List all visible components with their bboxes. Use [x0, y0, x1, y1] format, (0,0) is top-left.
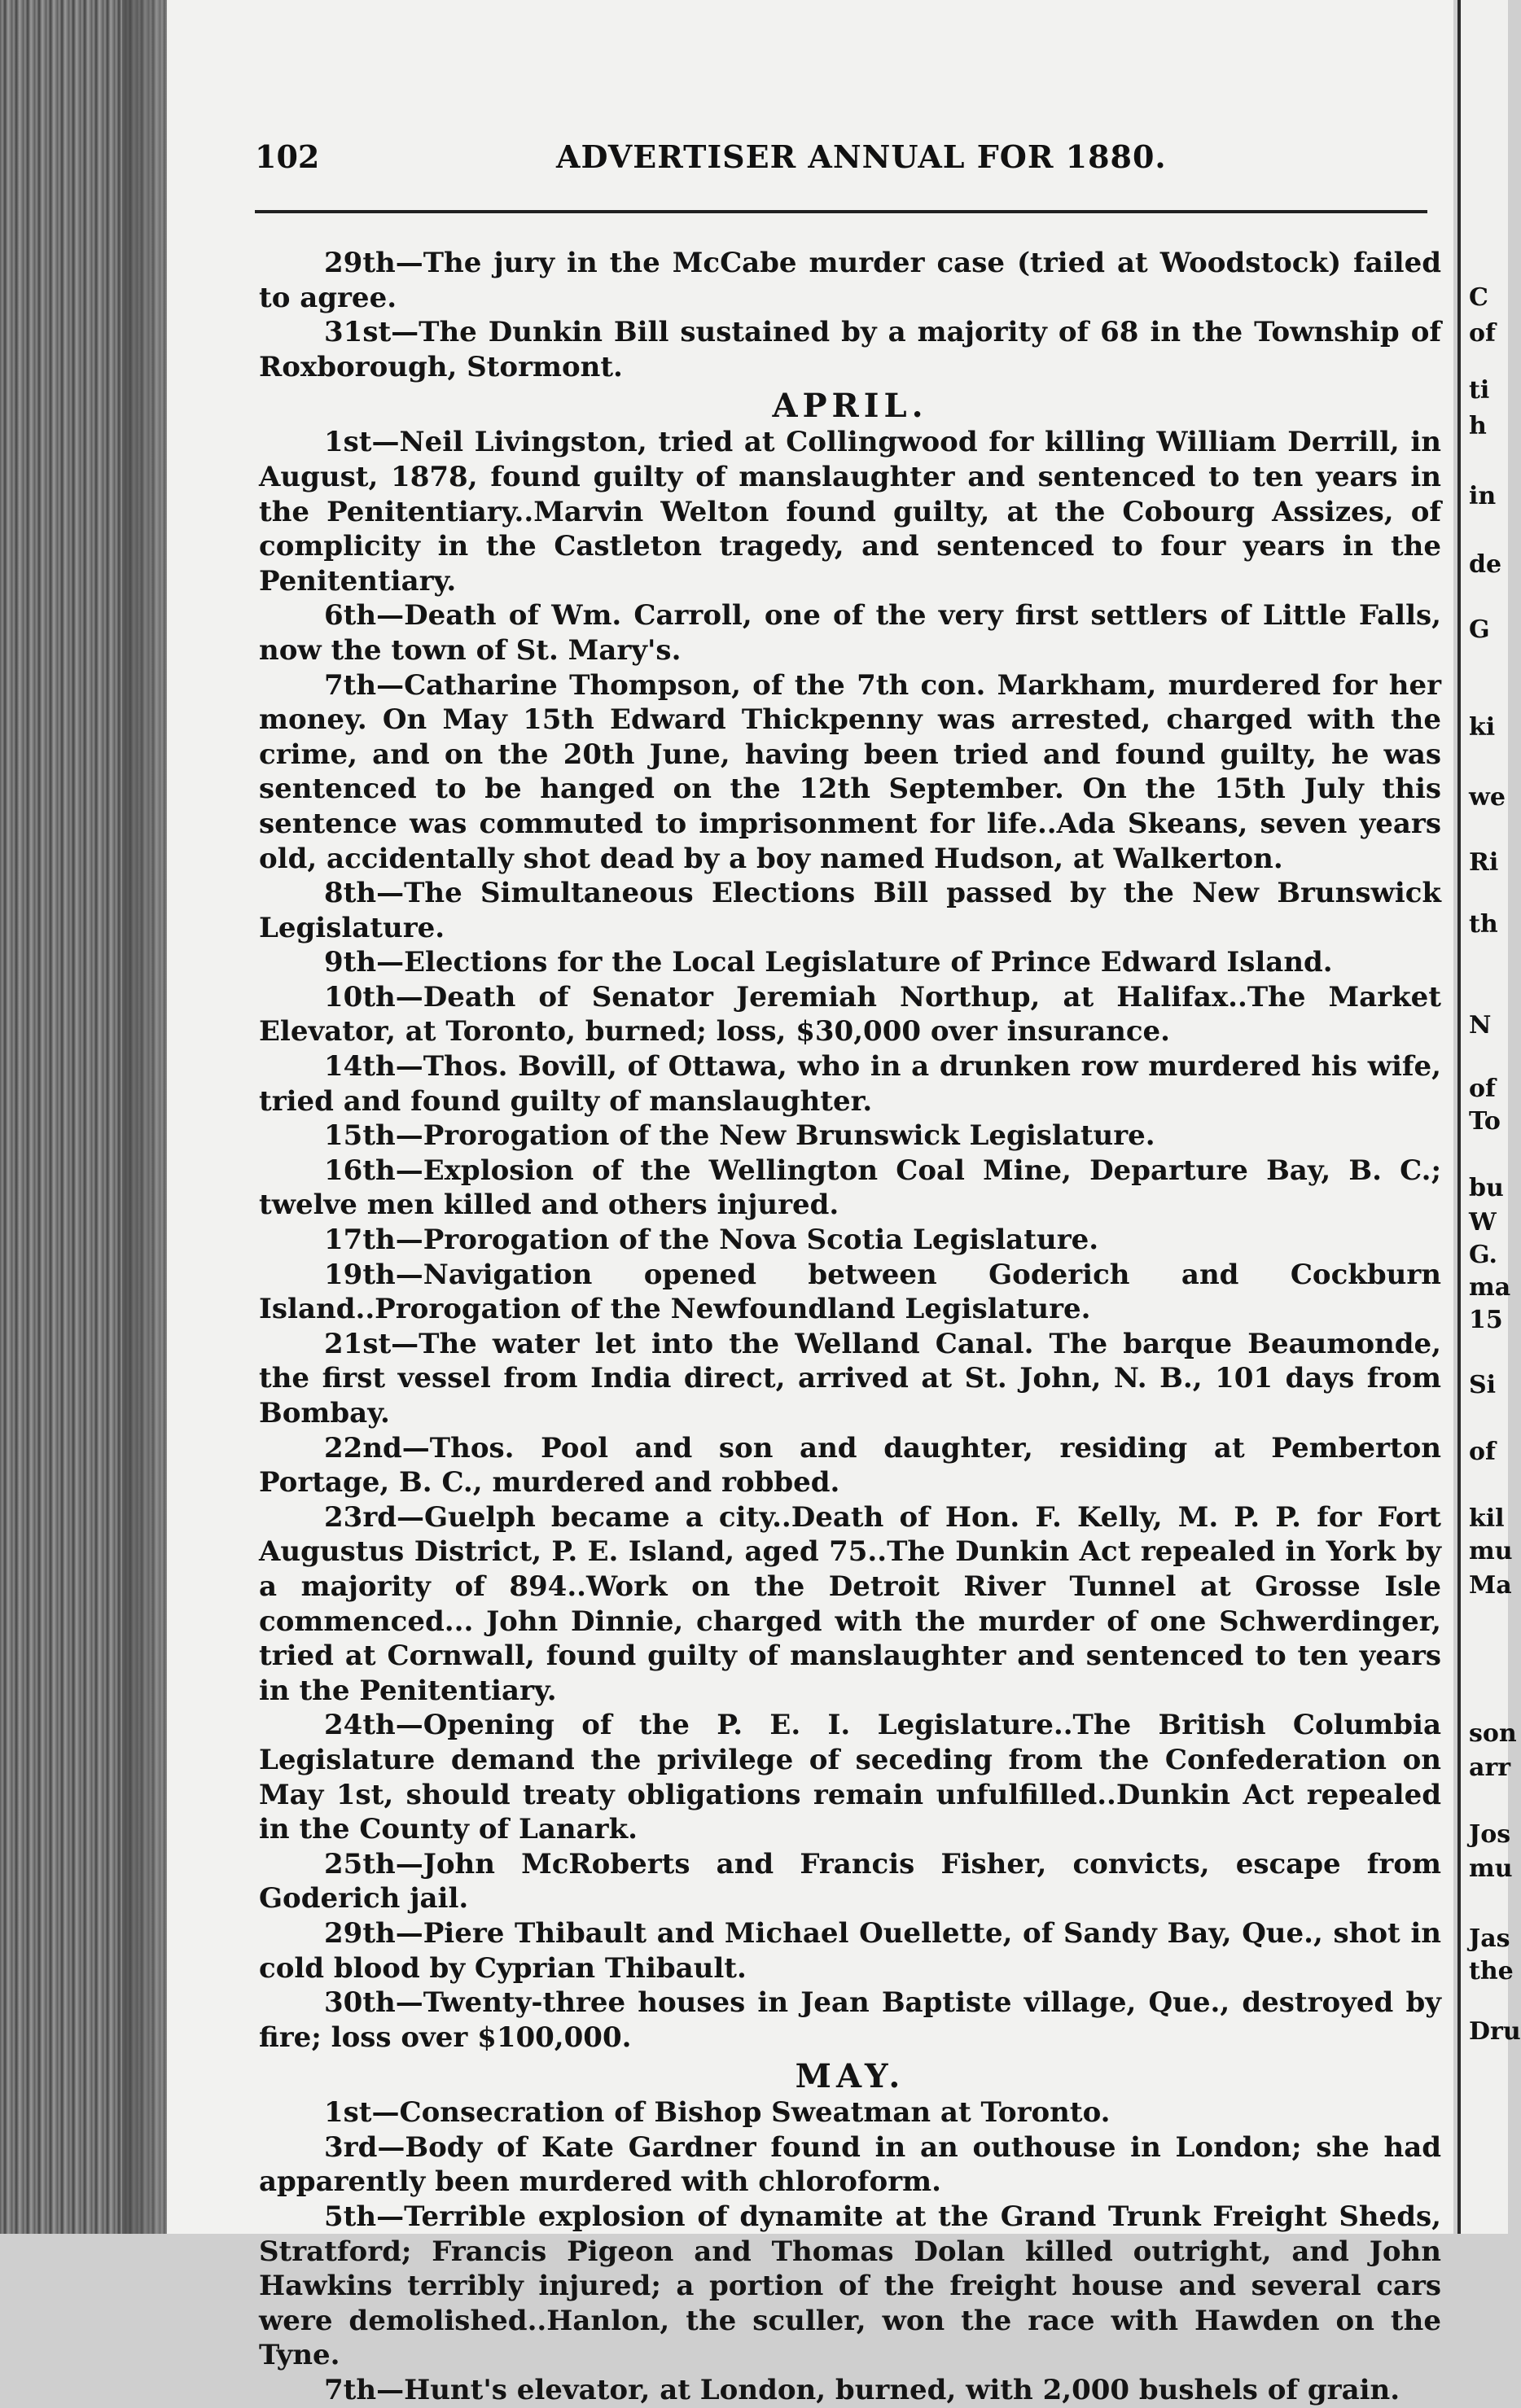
chronicle-entry: 17th—Prorogation of the Nova Scotia Legislature. [324, 1224, 1099, 1257]
adjacent-page-fragment: To [1469, 1107, 1501, 1136]
adjacent-page-fragment: bu [1469, 1174, 1504, 1202]
adjacent-page-fragment: th [1469, 910, 1498, 939]
chronicle-entry: 15th—Prorogation of the New Brunswick Legislature. [324, 1119, 1155, 1153]
chronicle-entry: 1st—Neil Livingston, tried at Collingwood for killing William Derrill, in August, 1878, found guilty of manslaughter and sentenced to ten years in the Penitentiary..Marvin Welton found guilty, at the Cobourg Assizes, of complicity in the Castleton tragedy, and sentenced to four years in the Penitentiary. [259, 426, 1441, 598]
adjacent-page-fragment: W [1469, 1208, 1497, 1237]
chronicle-entry: 25th—John McRoberts and Francis Fisher, convicts, escape from Goderich jail. [259, 1847, 1441, 1915]
chronicle-entry: 23rd—Guelph became a city..Death of Hon. F. Kelly, M. P. P. for Fort Augustus District, P. E. Island, aged 75..The Dunkin Act repealed in York by a majority of 894..Work on the Detroit River Tunnel at Grosse Isle commenced... John Dinnie, charged with the murder of one Schwerdinger, tried at Cornwall, found guilty of manslaughter and sentenced to ten years in the Penitentiary. [259, 1500, 1441, 1707]
chronicle-entry: 8th—The Simultaneous Elections Bill passed by the New Brunswick Legislature. [259, 877, 1441, 944]
adjacent-page-fragment: h [1469, 412, 1487, 440]
adjacent-page-edge [1457, 0, 1521, 2234]
adjacent-page-fragment: de [1469, 550, 1502, 579]
adjacent-page-fragment: ki [1469, 713, 1496, 742]
adjacent-page-fragment: N [1469, 1011, 1492, 1040]
adjacent-page-fragment: in [1469, 482, 1497, 510]
page-number: 102 [255, 138, 320, 175]
chronicle-entry: 19th—Navigation opened between Goderich and Cockburn Island..Prorogation of the Newfoundland Legislature. [259, 1258, 1441, 1326]
chronicle-entry: 9th—Elections for the Local Legislature of Prince Edward Island. [324, 946, 1333, 979]
month-heading-may: MAY. [795, 2057, 905, 2096]
chronicle-entry: 16th—Explosion of the Wellington Coal Mine, Departure Bay, B. C.; twelve men killed and others injured. [259, 1154, 1441, 1222]
chronicle-entry: 7th—Catharine Thompson, of the 7th con. Markham, murdered for her money. On May 15th Edward Thickpenny was arrested, charged with the crime, and on the 20th June, having been tried and found guilty, he was sentenced to be hanged on the 12th September. On the 15th July this sentence was commuted to imprisonment for life..Ada Skeans, seven years old, accidentally shot dead by a boy named Hudson, at Walkerton. [259, 668, 1441, 875]
gutter-shadow [122, 0, 171, 2234]
running-title: ADVERTISER ANNUAL FOR 1880. [556, 138, 1167, 175]
adjacent-page-fragment: Jos [1469, 1820, 1511, 1849]
adjacent-page-fragment: Dru [1469, 2017, 1521, 2046]
header-rule [255, 210, 1427, 213]
chronicle-entry: 21st—The water let into the Welland Canal. The barque Beaumonde, the first vessel from India direct, arrived at St. John, N. B., 101 days from Bombay. [259, 1327, 1441, 1429]
chronicle-entry: 14th—Thos. Bovill, of Ottawa, who in a drunken row murdered his wife, tried and found guilty of manslaughter. [259, 1050, 1441, 1118]
adjacent-page-fragment: ti [1469, 376, 1490, 405]
chronicle-entry: 29th—Piere Thibault and Michael Ouellette, of Sandy Bay, Que., shot in cold blood by Cyprian Thibault. [259, 1916, 1441, 1985]
adjacent-page-fragment: C [1469, 283, 1488, 312]
chronicle-entry: 3rd—Body of Kate Gardner found in an outhouse in London; she had apparently been murdered with chloroform. [259, 2130, 1441, 2199]
adjacent-page-fragment: the [1469, 1957, 1514, 1986]
adjacent-page-fragment: of [1469, 1438, 1496, 1466]
chronicle-entry: 31st—The Dunkin Bill sustained by a majority of 68 in the Township of Roxborough, Stormont. [259, 316, 1441, 383]
chronicle-entry: 10th—Death of Senator Jeremiah Northup, at Halifax..The Market Elevator, at Toronto, burned; loss, $30,000 over insurance. [259, 980, 1441, 1049]
adjacent-page-fragment: G. [1469, 1241, 1497, 1269]
chronicle-entry: 24th—Opening of the P. E. I. Legislature..The British Columbia Legislature demand the privilege of seceding from the Confederation on May 1st, should treaty obligations remain unfulfilled..Dunkin Act repealed in the County of Lanark. [259, 1709, 1441, 1846]
chronicle-entry: 30th—Twenty-three houses in Jean Baptiste village, Que., destroyed by fire; loss over $100,000. [259, 1986, 1441, 2054]
page-body [259, 246, 1441, 2408]
adjacent-page-fragment: son [1469, 1719, 1517, 1748]
chronicle-entry: 29th—The jury in the McCabe murder case (tried at Woodstock) failed to agree. [259, 247, 1441, 314]
month-heading-april: APRIL. [772, 387, 928, 426]
adjacent-page-fragment: of [1469, 1075, 1496, 1103]
chronicle-entry: 5th—Terrible explosion of dynamite at the Grand Trunk Freight Sheds, Stratford; Francis Pigeon and Thomas Dolan killed outright, and John Hawkins terribly injured; a portion of the freight house and several cars were demolished..Hanlon, the sculler, won the race with Hawden on the Tyne. [259, 2200, 1441, 2372]
adjacent-page-fragment: Si [1469, 1371, 1497, 1399]
adjacent-page-fragment: G [1469, 615, 1490, 644]
adjacent-page-fragment: Ri [1469, 848, 1499, 877]
chronicle-entry: 1st—Consecration of Bishop Sweatman at Toronto. [324, 2096, 1111, 2130]
adjacent-page-fragment: kil [1469, 1504, 1505, 1533]
adjacent-page-fragment: ma [1469, 1273, 1511, 1302]
chronicle-entry: 7th—Hunt's elevator, at London, burned, with 2,000 bushels of grain. [324, 2374, 1400, 2407]
adjacent-page-fragment: Jas [1469, 1924, 1510, 1953]
chronicle-entry: 22nd—Thos. Pool and son and daughter, residing at Pemberton Portage, B. C., murdered and robbed. [259, 1431, 1441, 1500]
adjacent-page-fragment: mu [1469, 1854, 1513, 1883]
adjacent-page-fragment: mu [1469, 1537, 1513, 1565]
chronicle-entry: 6th—Death of Wm. Carroll, one of the very first settlers of Little Falls, now the town of St. Mary's. [259, 599, 1441, 667]
page-header [255, 138, 1427, 179]
adjacent-page-fragment: we [1469, 783, 1506, 812]
adjacent-page-fragment: of [1469, 319, 1496, 348]
adjacent-page-fragment: Ma [1469, 1571, 1512, 1600]
adjacent-page-fragment: 15 [1469, 1306, 1503, 1334]
adjacent-page-fragment: arr [1469, 1753, 1511, 1782]
